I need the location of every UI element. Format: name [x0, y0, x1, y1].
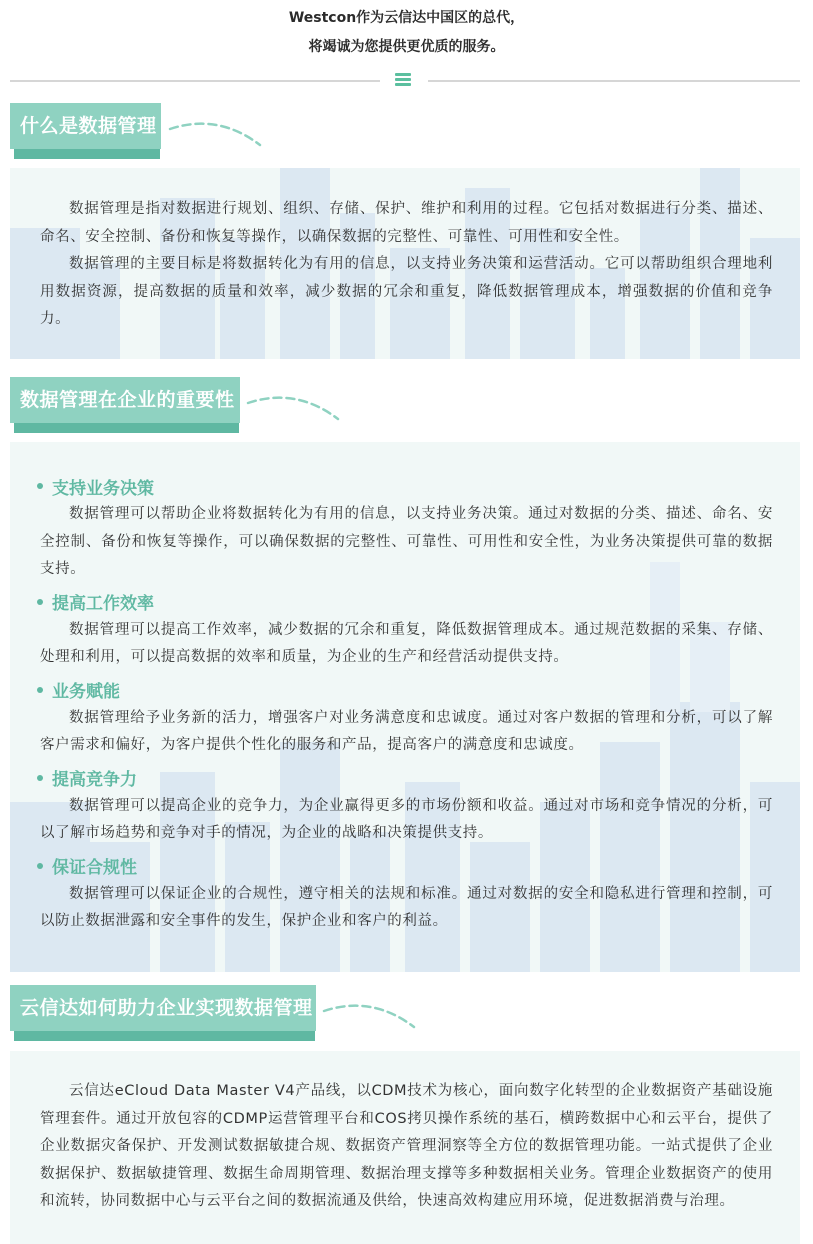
subheading-title: 提高工作效率: [52, 594, 154, 614]
divider-line-left: [10, 80, 380, 82]
subheading: [10, 471, 800, 501]
section-2-title: 数据管理在企业的重要性: [10, 377, 240, 423]
section-1-heading: [10, 103, 270, 163]
bullet-icon: [37, 775, 43, 781]
subheading-text: 数据管理给予业务新的活力，增强客户对业务满意度和忠诚度。通过对客户数据的管理和分析，可以了解客户需求和偏好，为客户提供个性化的服务和产品，提高客户的满意度和忠诚度。: [40, 709, 773, 753]
bullet-icon: [37, 863, 43, 869]
section-3-heading: [10, 985, 430, 1045]
section-1-paragraph: 数据管理是指对数据进行规划、组织、存储、保护、维护和利用的过程。它包括对数据进行分类、描述、命名、安全控制、备份和恢复等操作，以确保数据的完整性、可靠性、可用性和安全性。: [40, 201, 773, 245]
subheading: [10, 675, 800, 705]
subheading-title: 保证合规性: [52, 858, 137, 878]
section-1-paragraph: 数据管理的主要目标是将数据转化为有用的信息，以支持业务决策和运营活动。它可以帮助组织合理地利用数据资源，提高数据的质量和效率，减少数据的冗余和重复，降低数据管理成本，增强数据的价值和竞争力。: [40, 256, 773, 327]
bullet-icon: [37, 687, 43, 693]
subheading-title: 提高竞争力: [52, 770, 137, 790]
decorative-dash-curve: [246, 393, 341, 423]
section-1-panel: [10, 168, 800, 359]
subheading: [10, 851, 800, 881]
decorative-dash-curve: [322, 1001, 417, 1031]
section-3-title: 云信达如何助力企业实现数据管理: [10, 985, 316, 1031]
bullet-icon: [37, 599, 43, 605]
menu-icon: [395, 72, 411, 88]
subheading-text: 数据管理可以提高企业的竞争力，为企业赢得更多的市场份额和收益。通过对市场和竞争情况的分析，可以了解市场趋势和竞争对手的情况，为企业的战略和决策提供支持。: [40, 797, 773, 841]
section-2-heading: [10, 377, 350, 437]
decorative-dash-curve: [168, 119, 263, 149]
subheading-text: 数据管理可以保证企业的合规性，遵守相关的法规和标准。通过对数据的安全和隐私进行管理和控制，可以防止数据泄露和安全事件的发生，保护企业和客户的利益。: [40, 885, 773, 929]
section-1-title: 什么是数据管理: [10, 103, 161, 149]
intro-text: [0, 0, 813, 62]
section-3-panel: [10, 1051, 800, 1244]
subheading-title: 支持业务决策: [52, 478, 154, 499]
section-2-panel: [10, 442, 800, 972]
section-divider: [10, 72, 800, 92]
intro-line-1: Westcon作为云信达中国区的总代，: [288, 10, 525, 26]
subheading: [10, 763, 800, 793]
subheading-text: 数据管理可以帮助企业将数据转化为有用的信息，以支持业务决策。通过对数据的分类、描述、命名、安全控制、备份和恢复等操作，可以确保数据的完整性、可靠性、可用性和安全性，为业务决策提供可靠的数据支持。: [40, 506, 773, 577]
section-3-paragraph: 云信达eCloud Data Master V4产品线，以CDM技术为核心，面向数字化转型的企业数据资产基础设施管理套件。通过开放包容的CDMP运营管理平台和COS拷贝操作系统的基石，横跨数据中心和云平台，提供了企业数据灾备保护、开发测试数据敏捷合规、数据资产管理洞察等全方位的数据管理功能。一站式提供了企业数据保护、数据敏捷管理、数据生命周期管理、数据治理支撑等多种数据相关业务。管理企业数据资产的使用和流转，协同数据中心与云平台之间的数据流通及供给，快速高效构建应用环境，促进数据消费与治理。: [40, 1083, 773, 1209]
subheading: [10, 587, 800, 617]
divider-line-right: [428, 80, 800, 82]
intro-line-2: 将竭诚为您提供更优质的服务。: [308, 39, 505, 55]
bullet-icon: [37, 483, 43, 489]
subheading-text: 数据管理可以提高工作效率，减少数据的冗余和重复，降低数据管理成本。通过规范数据的采集、存储、处理和利用，可以提高数据的效率和质量，为企业的生产和经营活动提供支持。: [40, 621, 773, 665]
subheading-title: 业务赋能: [52, 682, 120, 702]
